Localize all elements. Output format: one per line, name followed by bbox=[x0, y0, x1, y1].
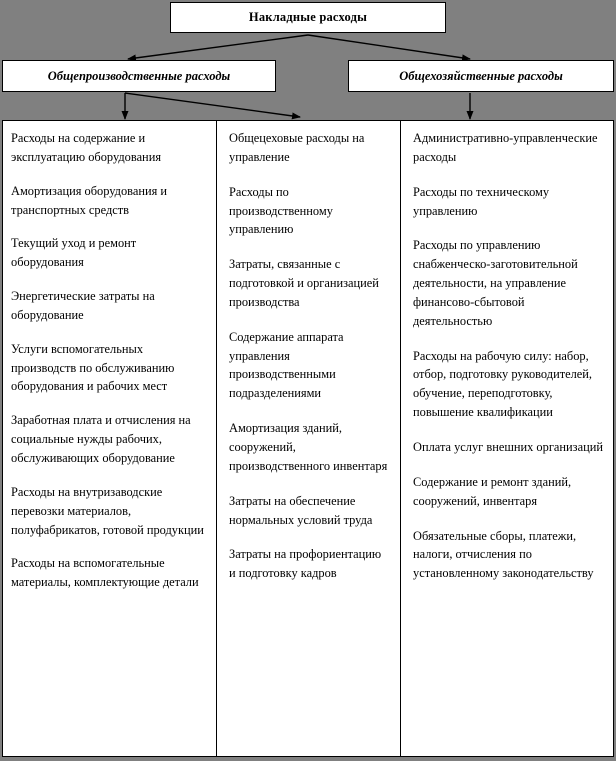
branch-node-general-business-overhead bbox=[348, 60, 614, 92]
list-item: Оплата услуг внешних организаций bbox=[413, 439, 603, 454]
list-item: Обязательные сборы, платежи, налоги, отчисления по установленному законодательству bbox=[413, 528, 594, 581]
list-item: Расходы на рабочую силу: набор, отбор, подготовку руководителей, обучение, переподготовку, повышение квалификации bbox=[413, 348, 593, 420]
list-item: Содержание и ремонт зданий, сооружений, инвентаря bbox=[413, 474, 572, 508]
list-item: Затраты, связанные с подготовкой и организацией производства bbox=[229, 257, 379, 309]
branch-node-label: Общепроизводственные расходы bbox=[47, 68, 231, 83]
column-administrative-costs bbox=[401, 121, 613, 756]
column-equipment-maintenance-costs bbox=[3, 121, 217, 756]
list-item: Энергетические затраты на оборудование bbox=[11, 289, 155, 322]
list-item: Заработная плата и отчисления на социальные нужды рабочих, обслуживающих оборудование bbox=[11, 413, 191, 465]
list-item: Административно-управленческие расходы bbox=[413, 131, 598, 164]
list-item: Расходы на внутризаводские перевозки материалов, полуфабрикатов, готовой продукции bbox=[11, 484, 204, 537]
list-item: Расходы на содержание и эксплуатацию оборудования bbox=[11, 131, 162, 164]
detail-columns-panel bbox=[2, 120, 614, 757]
list-item: Расходы по техническому управлению bbox=[413, 184, 550, 218]
list-item: Содержание аппарата управления производственными подразделениями bbox=[229, 329, 344, 401]
list-item: Амортизация зданий, сооружений, производственного инвентаря bbox=[229, 421, 388, 473]
branch-node-label: Общехозяйственные расходы bbox=[399, 68, 563, 83]
list-item: Затраты на профориентацию и подготовку кадров bbox=[229, 547, 382, 581]
arrow-left-branch-to-column-2 bbox=[125, 93, 300, 117]
branch-node-production-overhead bbox=[2, 60, 276, 92]
column-general-shop-costs bbox=[217, 121, 401, 756]
arrow-root-to-right-branch bbox=[308, 35, 470, 59]
list-item: Расходы на вспомогательные материалы, комплектующие детали bbox=[11, 556, 199, 590]
list-item: Текущий уход и ремонт оборудования bbox=[11, 236, 137, 270]
list-item: Амортизация оборудования и транспортных средств bbox=[11, 183, 168, 217]
root-node-label: Накладные расходы bbox=[248, 10, 368, 24]
list-item: Затраты на обеспечение нормальных условий труда bbox=[229, 493, 373, 527]
list-item: Услуги вспомогательных производств по обслуживанию оборудования и рабочих мест bbox=[11, 341, 175, 394]
arrow-root-to-left-branch bbox=[128, 35, 308, 59]
list-item: Расходы по управлению снабженческо-заготовительной деятельности, на управление финансово-сбытовой деятельностью bbox=[413, 238, 578, 328]
root-node-overhead-costs bbox=[170, 2, 446, 33]
list-item: Общецеховые расходы на управление bbox=[229, 131, 365, 164]
list-item: Расходы по производственному управлению bbox=[229, 184, 333, 237]
